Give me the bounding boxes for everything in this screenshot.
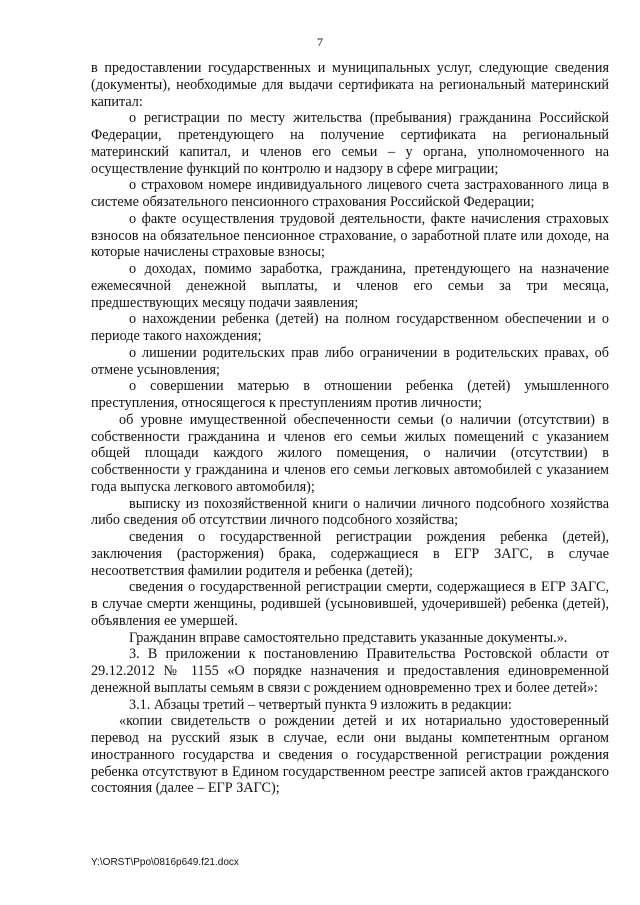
paragraph-property: об уровне имущественной обеспеченности семьи (о наличии (отсутствии) в собственности гражданина и членов его семьи жилых помещений с указанием общей площади каждого жилого помещения, о наличии (отсутствии) в собственности у гражданина и членов его семьи легковых автомобилей с указанием года выпуска легкового автомобиля); [91,411,609,495]
footer-file-path: Y:\ORST\Ppo\0816p649.f21.docx [91,857,239,868]
paragraph-state-care: о нахождении ребенка (детей) на полном государственном обеспечении и о периоде такого нахождения; [91,311,609,344]
paragraph-birth-registration: сведения о государственной регистрации рождения ребенка (детей), заключения (расторжения) брака, содержащиеся в ЕГР ЗАГС, в случае несоответствия фамилии родителя и ребенка (детей); [91,529,609,579]
paragraph-income: о доходах, помимо заработка, гражданина, претендующего на назначение ежемесячной денежной выплаты, и членов его семьи за три месяца, предшествующих месяцу подачи заявления; [91,261,609,311]
paragraph-household-book: выписку из похозяйственной книги о наличии личного подсобного хозяйства либо сведения об отсутствии личного подсобного хозяйства; [91,495,609,529]
paragraph-insurance-number: о страховом номере индивидуального лицевого счета застрахованного лица в системе обязательного пенсионного страхования Российской Федерации; [91,177,609,210]
paragraph-parental-rights: о лишении родительских прав либо ограничении в родительских правах, об отмене усыновления; [91,344,609,378]
paragraph-employment: о факте осуществления трудовой деятельности, факте начисления страховых взносов на обязательное пенсионное страхование, о заработной плате или доходе, на которые начислены страховые взносы; [91,210,609,261]
document-body [91,60,609,797]
paragraph-section-3-1: 3.1. Абзацы третий – четвертый пункта 9 изложить в редакции: [129,696,512,713]
paragraph-crime: о совершении матерью в отношении ребенка (детей) умышленного преступления, относящегося к преступлениям против личности; [91,378,609,411]
paragraph-birth-certificates: «копии свидетельств о рождении детей и их нотариально удостоверенный перевод на русский язык в случае, если они выданы компетентным органом иностранного государства и сведения о государственной регистрации рождения ребенка отсутствуют в Едином государственном реестре записей актов гражданского состояния (далее – ЕГР ЗАГС); [91,713,609,797]
page-number: 7 [317,35,323,49]
paragraph-death-registration: сведения о государственной регистрации смерти, содержащиеся в ЕГР ЗАГС, в случае смерти женщины, родившей (усыновившей, удочерившей) ребенка (детей), объявления ее умершей. [91,579,609,629]
paragraph-section-3: 3. В приложении к постановлению Правительства Ростовской области от 29.12.2012 № 1155 «О порядке назначения и предоставления единовременной денежной выплаты семьям в связи с рождением одновременно трех и более детей»: [91,646,609,696]
paragraph-registration: о регистрации по месту жительства (пребывания) гражданина Российской Федерации, претендующего на получение сертификата на региональный материнский капитал, и членов его семьи – у органа, уполномоченного на осуществление функций по контролю и надзору в сфере миграции; [91,110,609,177]
paragraph-citizen-right: Гражданин вправе самостоятельно представить указанные документы.». [129,629,568,646]
paragraph-intro: в предоставлении государственных и муниципальных услуг, следующие сведения (документы), необходимые для выдачи сертификата на региональный материнский капитал: [91,60,609,110]
